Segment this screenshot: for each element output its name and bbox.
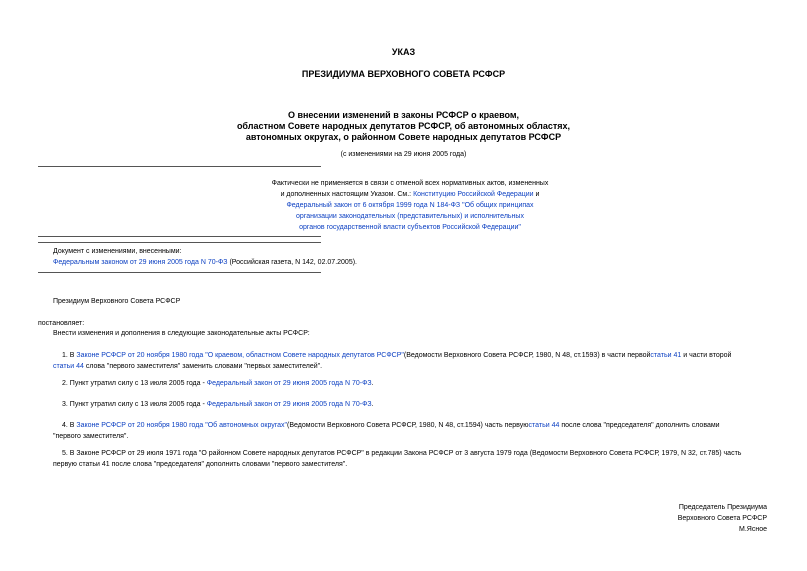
subject-line-1: О внесении изменений в законы РСФСР о краевом,: [287, 110, 520, 120]
federal-law-70-link-p2[interactable]: Федеральный закон от 29 июня 2005 года N 70-ФЗ: [206, 380, 372, 387]
subject-line-2: областном Совете народных депутатов РСФСР, об автономных областях,: [236, 121, 571, 131]
issuer-title: ПРЕЗИДИУМА ВЕРХОВНОГО СОВЕТА РСФСР: [301, 69, 506, 79]
divider: [38, 242, 321, 243]
divider: [38, 272, 321, 273]
paragraph-1: 1. В Законе РСФСР от 20 ноября 1980 года "О краевом, областном Совете народных депутатов РСФСР"(Ведомости Верховного Совета РСФСР, 1980, N 48, ст.1593) в части первойстатьи 41 и части второй статьи 44 слова "первого заместителя" заменить словами "первых заместителей".: [53, 352, 732, 370]
federal-law-70-link-p3[interactable]: Федеральный закон от 29 июня 2005 года N 70-ФЗ: [206, 401, 372, 408]
federal-law-70-link[interactable]: Федеральным законом от 29 июня 2005 года N 70-ФЗ: [53, 259, 228, 266]
doc-type-title: УКАЗ: [391, 47, 416, 57]
edition-note: (с изменениями на 29 июня 2005 года): [340, 151, 467, 158]
federal-law-184-link-line-2[interactable]: организации законодательных (представительных) и исполнительных: [296, 213, 524, 220]
constitution-link[interactable]: Конституцию Российской Федерации: [413, 191, 534, 198]
signature-title-1: Председатель Президиума: [678, 504, 767, 511]
paragraph-5: 5. В Законе РСФСР от 29 июля 1971 года "О районном Совете народных депутатов РСФСР" в редакции Закона РСФСР от 3 августа 1979 года (Ведомости Верховного Совета РСФСР, 1979, N 32, ст.785) часть первую статьи 41 после слова "председателя" дополнить словами "первого заместителя".: [53, 450, 742, 468]
subject-line-3: автономных округах, о районном Совете народных депутатов РСФСР: [245, 132, 562, 142]
notice-block: [260, 178, 560, 233]
article-44-link[interactable]: статьи 44: [53, 363, 84, 370]
paragraph-2: 2. Пункт утратил силу с 13 июля 2005 года - Федеральный закон от 29 июня 2005 года N 70-ФЗ.: [62, 380, 374, 387]
resolves-line: постановляет:: [38, 320, 85, 327]
signatory-name: М.Ясное: [739, 526, 767, 533]
intro-line: Внести изменения и дополнения в следующие законодательные акты РСФСР:: [53, 330, 310, 337]
notice-line-1: Фактически не применяется в связи с отменой всех нормативных актов, измененных: [271, 180, 549, 187]
paragraph-3: 3. Пункт утратил силу с 13 июля 2005 года - Федеральный закон от 29 июня 2005 года N 70-ФЗ.: [62, 401, 374, 408]
law-regional-council-link[interactable]: Законе РСФСР от 20 ноября 1980 года "О краевом, областном Совете народных депутатов РСФСР": [76, 352, 404, 359]
article-41-link[interactable]: статьи 41: [650, 352, 682, 359]
divider: [38, 236, 321, 237]
federal-law-184-link-line-1[interactable]: Федеральный закон от 6 октября 1999 года N 184-ФЗ "Об общих принципах: [286, 202, 534, 209]
law-autonomous-districts-link[interactable]: Законе РСФСР от 20 ноября 1980 года "Об автономных округах": [76, 422, 288, 429]
notice-line-2: и дополненных настоящим Указом. См.: Конституцию Российской Федерации и: [280, 191, 540, 198]
paragraph-4: 4. В Законе РСФСР от 20 ноября 1980 года "Об автономных округах"(Ведомости Верховного Совета РСФСР, 1980, N 48, ст.1594) часть первуюстатьи 44 после слова "председателя" дополнить словами "первого заместителя".: [53, 422, 720, 440]
article-44-link-p4[interactable]: статьи 44: [528, 422, 560, 429]
amendments-intro: Документ с изменениями, внесенными:: [53, 248, 182, 255]
signature-block: [678, 502, 767, 535]
federal-law-184-link-line-3[interactable]: органов государственной власти субъектов Российской Федерации": [299, 224, 521, 231]
divider: [38, 166, 321, 167]
amendments-source: Федеральным законом от 29 июня 2005 года N 70-ФЗ (Российская газета, N 142, 02.07.2005).: [53, 259, 357, 266]
presidium-line: Президиум Верховного Совета РСФСР: [53, 298, 181, 305]
signature-title-2: Верховного Совета РСФСР: [677, 515, 767, 522]
